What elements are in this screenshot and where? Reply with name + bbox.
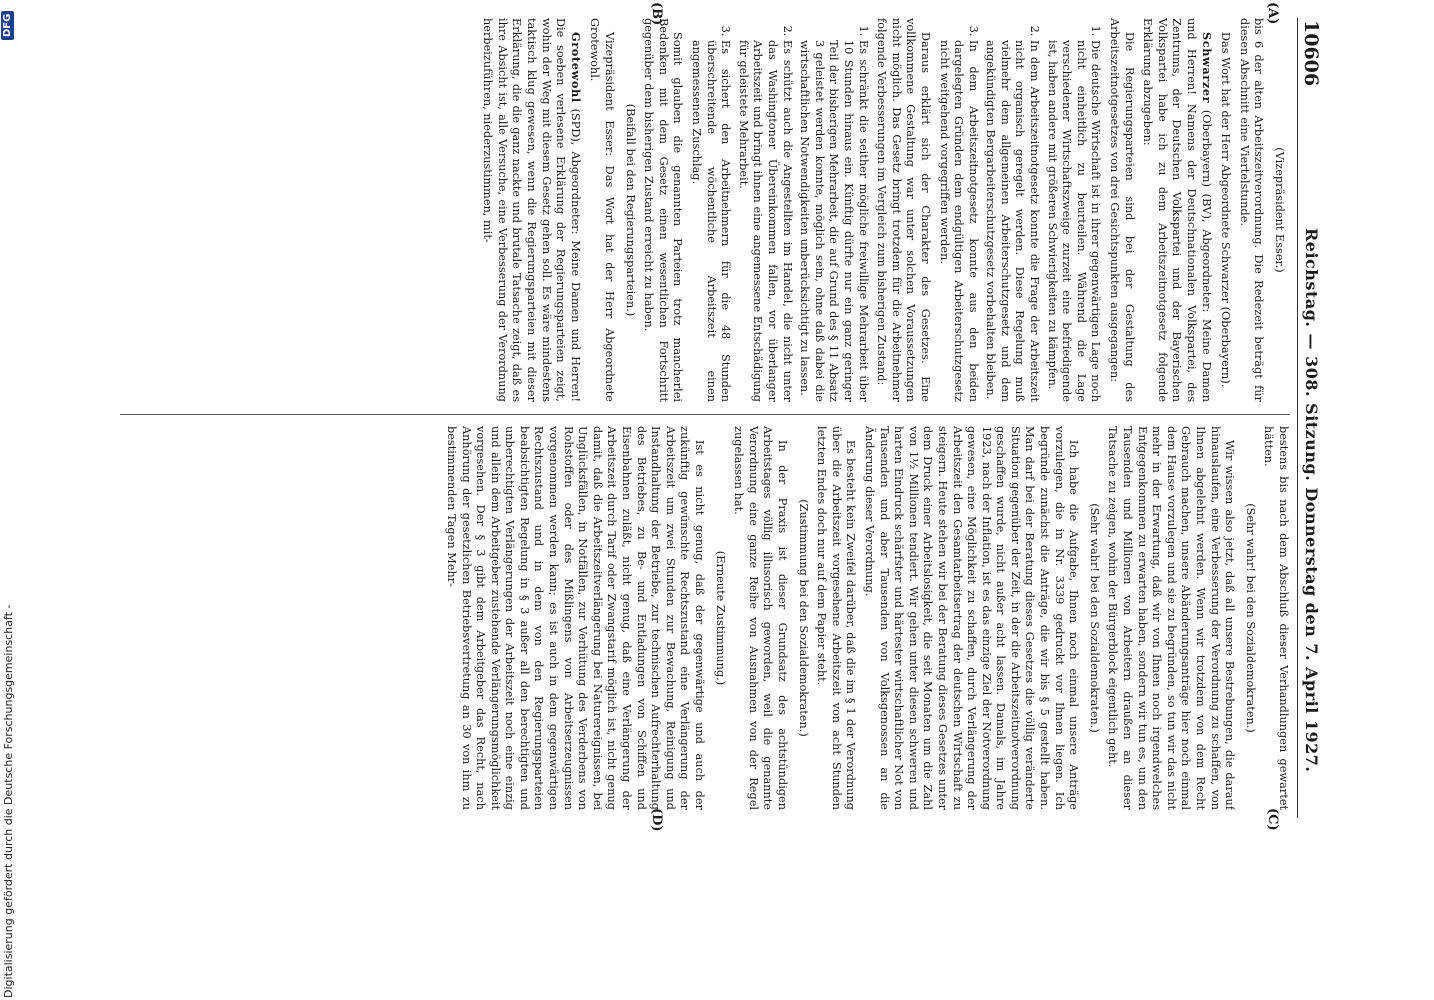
- funding-text: Digitalisierung gefördert durch die Deutsche Forschungsgemeinschaft -: [2, 604, 15, 998]
- paragraph: Wir wissen also jetzt, daß all unsere Bestrebungen, die darauf hinauslaufen, eine Verbesserung der Verordnung zu schaffen, von Ihnen abgelehnt werden. Wenn wir trotzdem von dem Recht Gebrauch machen, unsere Abänderungsanträge hier noch einmal dem Hause vorzulegen und sie zu begründen, so tun wir das nicht mehr in der Erwartung, daß wir von Ihnen noch irgendwelches Entgegenkommen zu erwarten haben, sondern wir tun es, um den Tausenden und Millionen von Arbeitern draußen an dieser Tatsache zu zeigen, wohin der Bürgerblock eigentlich geht.: [1106, 426, 1237, 810]
- paragraph: Somit glauben die genannten Parteien trotz mancherlei Bedenken mit dem Gesetz einen wesentlichen Fortschritt gegenüber dem bisherigen Zustand erreicht zu haben.: [642, 18, 685, 402]
- paragraph: Ich habe die Aufgabe, Ihnen noch einmal unsere Anträge vorzulegen, die in Nr. 3339 gedruckt vor Ihnen liegen. Ich begründe zunächst die Anträge, die wir bis § 5 gestellt haben. Man darf bei der Beratung dieses Gesetzes die völlig veränderte Situation gegenüber der Zeit, in der die Arbeitszeitnotverordnung geschaffen wurde, nicht außer acht lassen. Damals, im Jahre 1923, nach der Inflation, ist es das einzige Ziel der Notverordnung gewesen, eine Möglichkeit zu schaffen, durch Verlängerung der Arbeitszeit den Gesamtarbeitsertrag der deutschen Wirtschaft zu steigern. Heute stehen wir bei der Beratung dieses Gesetzes unter dem Druck einer Arbeitslosigkeit, die seit Monaten um die Zahl von 1½ Millionen tendiert. Wir gehen unter diesen schweren und harten Eindruck schärfster und härtester wirtschaftlicher Not von Tausenden und aber Tausenden von Volksgenossen an die Änderung dieser Verordnung.: [862, 426, 1081, 810]
- list-item: 2. In dem Arbeitszeitnotgesetz konnte die Frage der Arbeitszeit nicht organisch geregelt werden. Diese Regelung muß vielmehr dem allgemeinen Arbeiterschutzgesetz und dem angekündigten Bergarbeiterschutzgesetz vorbehalten bleiben.: [983, 40, 1041, 402]
- numbered-list: [936, 18, 1103, 402]
- newspaper-page: [114, 2, 1324, 832]
- interjection: (Erneute Zustimmung.): [713, 550, 727, 686]
- paragraph: Vizepräsident Esser: Das Wort hat der Herr Abgeordnete Grotewohl.: [588, 18, 617, 402]
- paragraph: Es besteht kein Zweifel darüber, daß die im § 1 der Verordnung über die Arbeitszeit vorgesehene Arbeitszeit von acht Stunden letzten Endes doch nur auf dem Papier steht.: [815, 426, 858, 810]
- speaker-name: Grotewohl: [568, 32, 583, 103]
- paragraph-text: (SPD), Abgeordneter: Meine Damen und Herren! Die soeben verlesene Erklärung der Regierungsparteien zeigt, wohin der Weg mit diesem Gesetz gehen soll. Es wäre mindestens taktisch klug gewesen, wenn die Regierungsparteien mit dieser Erklärung, die die ganz nackte und brutale Tatsache zeigt, daß es ihre Absicht ist, alle Versuche, eine Verbesserung der Verordnung herbeizuführen, niederzustimmen, mit-: [481, 18, 582, 402]
- list-item: 3. Es sichert den Arbeitnehmern für die 48 Stunden überschreitende wöchentliche Arbeitszeit einen angemessenen Zuschlag.: [688, 40, 732, 402]
- funding-note: [2, 0, 32, 998]
- list-item: 1. Die deutsche Wirtschaft ist in ihrer gegenwärtigen Lage noch nicht einheitlich zu beurteilen. Während die Lage verschiedener Wirtschaftszweige zurzeit eine befriedigende ist, haben andere mit größeren Schwierigkeiten zu kämpfen.: [1044, 40, 1102, 402]
- dfg-logo: DFG: [1, 11, 14, 40]
- list-item: 2. Es schützt auch die Angestellten im Handel, die nicht unter das Washingtoner Übereinkommen fallen, vor überlanger Arbeitszeit und bringt ihnen eine angemessene Entschädigung für geleistete Mehrarbeit.: [735, 40, 793, 402]
- margin-marker-c: (C): [1265, 808, 1280, 831]
- paragraph: bestens bis nach dem Abschluß dieser Verhandlungen gewartet hätten.: [1262, 426, 1290, 810]
- right-column: [120, 426, 1290, 810]
- numbered-list: [688, 18, 869, 402]
- list-item: 1. Es schränkt die seither mögliche freiwillige Mehrarbeit über 10 Stunden hinaus ein. Künftig dürfte nur ein ganz geringer Teil der bisherigen Mehrarbeit, die auf Grund des § 11 Absatz 3 geleistet werden konnte, möglich sein, ohne daß dabei die wirtschaftlichen Notwendigkeiten unberücksichtigt zu lassen.: [797, 40, 870, 402]
- speaker-line: (Vizepräsident Esser.): [1273, 147, 1286, 273]
- paragraph-text: (Oberbayern) (BV), Abgeordneter: Meine Damen und Herren! Namens der Deutschnationalen Volkspartei, des Zentrums, der Deutschen Volkspartei und der Bayerischen Volkspartei habe ich zu dem Arbeitszeitnotgesetz folgende Erklärung abzugeben:: [1141, 18, 1213, 402]
- list-item: 3. In dem Arbeitszeitnotgesetz konnte aus den beiden dargelegten Gründen dem endgültigen Arbeiterschutzgesetz nicht weitgehend vorgegriffen werden.: [936, 40, 980, 402]
- page-header: [1297, 18, 1324, 818]
- interjection: (Zustimmung bei den Sozialdemokraten.): [796, 499, 810, 737]
- paragraph: Ist es nicht genug, daß der gegenwärtige und auch der zukünftig gewünschte Rechtszustand eine Verlängerung der Arbeitszeit um zwei Stunden zur Bewachung, Reinigung und Instandhaltung der Betriebe, zur technischen Aufrechterhaltung des Betriebes, zu Be- und Entladungen von Schiffen und Eisenbahnen zuläßt, nicht genug, daß eine Verlängerung der Arbeitszeit durch Tarif oder Zwangstarif möglich ist, nicht genug damit, daß die Arbeitszeitverlängerung bei Naturereignissen, bei Unglücksfällen, in Notfällen, zur Verhütung des Verderbens von Rohstoffen oder des Mißlingens von Arbeitserzeugnissen vorgenommen werden kann; es ist auch in dem gegenwärtigen Rechtszustand und in dem von den Regierungsparteien beabsichtigten Regelung in § 3 außer all den berechtigten und unberechtigten Verlängerungen der Arbeitszeit noch eine einzig und allein dem Arbeitgeber zustehende Verlängerungsmöglichkeit vorgesehen. Der § 3 gibt dem Arbeitgeber das Recht, nach Anhörung der gesetzlichen Betriebsvertretung an 30 von ihm zu bestimmenden Tagen Mehr-: [444, 426, 707, 810]
- left-column: [120, 18, 1290, 402]
- paragraph: In der Praxis ist dieser Grundsatz des achtstündigen Arbeitstages völlig illusorisch geworden, weil die genannte Verordnung eine ganze Reihe von Ausnahmen von der Regel zugelassen hat.: [732, 426, 789, 810]
- page-number: 10606: [1300, 20, 1322, 87]
- paragraph: Daraus erklärt sich der Charakter des Gesetzes. Eine vollkommene Gestaltung war unter solchen Voraussetzungen nicht möglich. Das Gesetz bringt trotzdem für die Arbeitnehmer folgende Verbesserungen im Vergleich zum bisherigen Zustand:: [875, 18, 932, 402]
- margin-marker-a: (A): [1265, 2, 1280, 25]
- margin-marker-d: (D): [649, 808, 664, 832]
- interjection: (Sehr wahr! bei den Sozialdemokraten.): [1243, 503, 1257, 733]
- paragraph: Die Regierungsparteien sind bei der Gestaltung des Arbeitszeitnotgesetzes von drei Gesichtspunkten ausgegangen:: [1108, 18, 1136, 402]
- speaker-name: Schwarzer: [1199, 32, 1214, 104]
- paragraph: [480, 18, 583, 402]
- margin-marker-b: (B): [649, 2, 664, 26]
- paragraph: Das Wort hat der Herr Abgeordnete Schwarzer (Oberbayern).: [1219, 32, 1233, 388]
- paragraph: bis 6 der alten Arbeitszeitverordnung. Die Redezeit beträgt für diesen Abschnitt eine Viertelstunde.: [1237, 18, 1266, 402]
- column-divider: [120, 414, 1290, 415]
- interjection: (Sehr wahr! bei den Sozialdemokraten.): [1087, 503, 1101, 733]
- page-headline: Reichstag. — 308. Sitzung. Donnerstag den 7. April 1927.: [1302, 228, 1321, 773]
- paragraph: [1140, 18, 1214, 402]
- interjection: (Beifall bei den Regierungsparteien.): [623, 103, 637, 317]
